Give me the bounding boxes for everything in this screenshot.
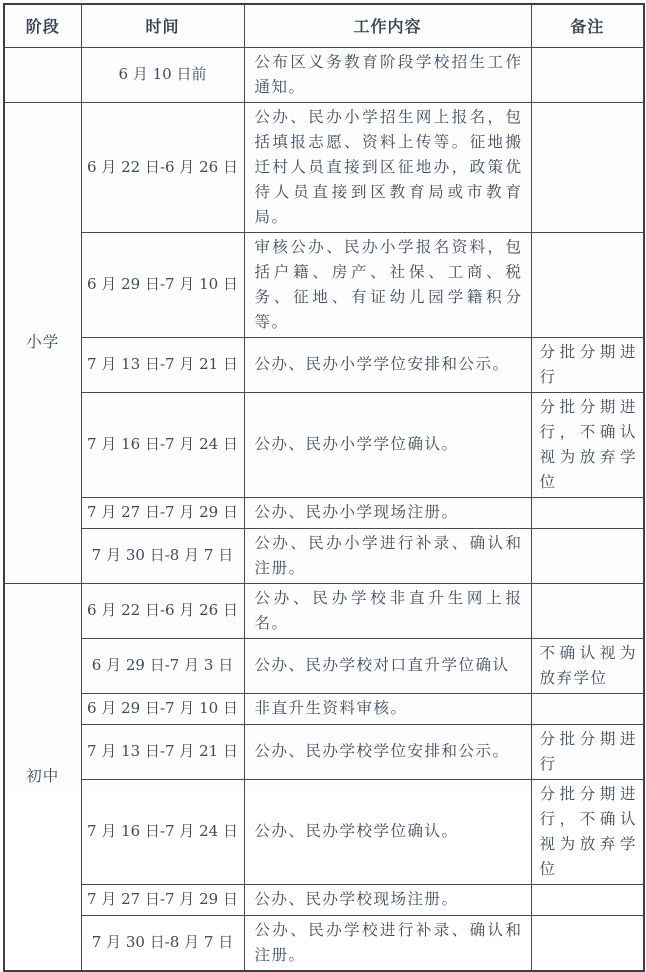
table-row	[4, 638, 644, 693]
remark-cell	[531, 102, 644, 232]
time-cell: 7 月 16 日-7 月 24 日	[81, 392, 244, 497]
content-cell: 公办、民办小学学位确认。	[244, 392, 531, 497]
content-cell: 公办、民办学校进行补录、确认和注册。	[244, 915, 531, 971]
remark-cell: 分批分期进行	[531, 337, 644, 392]
content-cell: 非直升生资料审核。	[244, 693, 531, 724]
remark-cell: 分批分期进行，不确认视为放弃学位	[531, 779, 644, 884]
content-cell: 公办、民办学校非直升生网上报名。	[244, 583, 531, 638]
time-cell: 7 月 16 日-7 月 24 日	[81, 779, 244, 884]
remark-cell	[531, 528, 644, 583]
table-row	[4, 528, 644, 583]
time-cell: 6 月 29 日-7 月 3 日	[81, 638, 244, 693]
remark-cell	[531, 47, 644, 102]
remark-cell	[531, 884, 644, 915]
table-row	[4, 915, 644, 971]
stage-cell	[4, 47, 81, 102]
remark-cell	[531, 583, 644, 638]
table-row	[4, 47, 644, 102]
content-cell: 公办、民办小学招生网上报名，包括填报志愿、资料上传等。征地搬迁村人员直接到区征地办，政策优待人员直接到区教育局或市教育局。	[244, 102, 531, 232]
table-row	[4, 102, 644, 232]
content-cell: 公办、民办学校对口直升学位确认	[244, 638, 531, 693]
remark-cell	[531, 693, 644, 724]
content-cell: 公布区义务教育阶段学校招生工作通知。	[244, 47, 531, 102]
table-row	[4, 232, 644, 337]
header-row	[4, 4, 644, 47]
table-row	[4, 583, 644, 638]
content-cell: 公办、民办学校学位确认。	[244, 779, 531, 884]
table-row	[4, 337, 644, 392]
enrollment-schedule-table	[3, 3, 645, 972]
header-remark: 备注	[531, 4, 644, 47]
header-stage: 阶段	[4, 4, 81, 47]
content-cell: 公办、民办小学现场注册。	[244, 497, 531, 528]
stage-cell-middle: 初中	[4, 583, 81, 971]
time-cell: 6 月 22 日-6 月 26 日	[81, 102, 244, 232]
content-cell: 公办、民办学校现场注册。	[244, 884, 531, 915]
remark-cell	[531, 232, 644, 337]
time-cell: 6 月 29 日-7 月 10 日	[81, 232, 244, 337]
content-cell: 公办、民办小学学位安排和公示。	[244, 337, 531, 392]
time-cell: 7 月 13 日-7 月 21 日	[81, 337, 244, 392]
content-cell: 公办、民办小学进行补录、确认和注册。	[244, 528, 531, 583]
time-cell: 7 月 30 日-8 月 7 日	[81, 915, 244, 971]
time-cell: 7 月 13 日-7 月 21 日	[81, 724, 244, 779]
header-content: 工作内容	[244, 4, 531, 47]
time-cell: 6 月 29 日-7 月 10 日	[81, 693, 244, 724]
time-cell: 7 月 27 日-7 月 29 日	[81, 884, 244, 915]
table-row	[4, 779, 644, 884]
time-cell: 7 月 27 日-7 月 29 日	[81, 497, 244, 528]
remark-cell: 分批分期进行	[531, 724, 644, 779]
remark-cell: 不确认视为放弃学位	[531, 638, 644, 693]
remark-cell: 分批分期进行，不确认视为放弃学位	[531, 392, 644, 497]
table-row	[4, 392, 644, 497]
content-cell: 公办、民办学校学位安排和公示。	[244, 724, 531, 779]
stage-cell-primary: 小学	[4, 102, 81, 583]
table-row	[4, 884, 644, 915]
table-row	[4, 724, 644, 779]
time-cell: 7 月 30 日-8 月 7 日	[81, 528, 244, 583]
time-cell: 6 月 22 日-6 月 26 日	[81, 583, 244, 638]
table-row	[4, 497, 644, 528]
header-time: 时间	[81, 4, 244, 47]
remark-cell	[531, 915, 644, 971]
table-row	[4, 693, 644, 724]
remark-cell	[531, 497, 644, 528]
time-cell: 6 月 10 日前	[81, 47, 244, 102]
content-cell: 审核公办、民办小学报名资料，包括户籍、房产、社保、工商、税务、征地、有证幼儿园学籍积分等。	[244, 232, 531, 337]
